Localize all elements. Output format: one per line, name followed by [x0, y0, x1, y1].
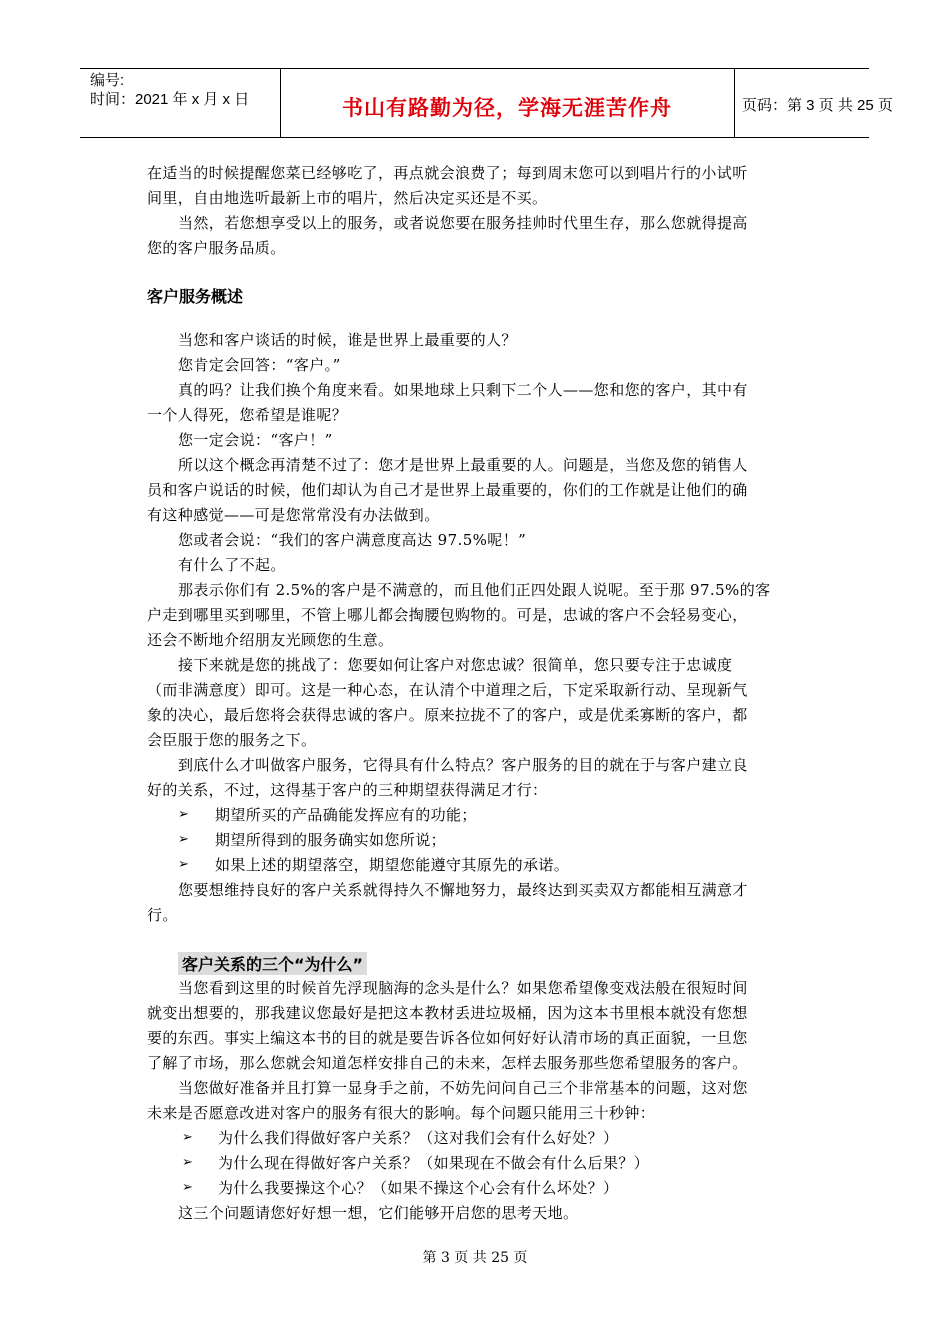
- intro-line: 在适当的时候提醒您菜已经够吃了，再点就会浪费了；每到周末您可以到唱片行的小试听: [147, 164, 748, 182]
- intro-line: 当然，若您想享受以上的服务，或者说您要在服务挂帅时代里生存，那么您就得提高: [178, 214, 748, 232]
- body-line: 您要想维持良好的客户关系就得持久不懈地努力，最终达到买卖双方都能相互满意才: [178, 881, 748, 899]
- body-line: 一个人得死，您希望是谁呢？: [147, 406, 348, 424]
- header-page-cell: [734, 69, 893, 137]
- body-line: 您一定会说：“客户！”: [178, 431, 333, 449]
- body-line: 象的决心，最后您将会获得忠诚的客户。原来拉拢不了的客户，或是优柔寡断的客户，都: [147, 706, 748, 724]
- header-info-cell: [80, 69, 281, 137]
- body-line: 就变出想要的，那我建议您最好是把这本教材丢进垃圾桶，因为这本书里根本就没有您想: [147, 1004, 748, 1022]
- page-header: [80, 68, 893, 138]
- document-date-label: 时间：2021 年 x 月 x 日: [90, 91, 250, 108]
- section-heading: 客户关系的三个“为什么”: [178, 952, 367, 975]
- body-line: 有这种感觉——可是您常常没有办法做到。: [147, 506, 440, 524]
- body-line: 员和客户说话的时候，他们却认为自己才是世界上最重要的，你们的工作就是让他们的确: [147, 481, 748, 499]
- body-line: 这三个问题请您好好想一想，它们能够开启您的思考天地。: [178, 1204, 579, 1222]
- bullet-item: 期望所得到的服务确实如您所说；: [215, 831, 447, 849]
- body-line: 会臣服于您的服务之下。: [147, 731, 317, 749]
- body-line: 那表示你们有 2.5%的客户是不满意的，而且他们正四处跟人说呢。至于那 97.5%的客: [178, 581, 771, 599]
- arrow-bullet-icon: ➢: [182, 1130, 193, 1145]
- arrow-bullet-icon: ➢: [178, 832, 189, 847]
- header-motto: 书山有路勤为径，学海无涯苦作舟: [342, 96, 672, 120]
- bullet-item: 为什么我要操这个心？（如果不操这个心会有什么坏处？）: [218, 1179, 619, 1197]
- body-line: 真的吗？让我们换个角度来看。如果地球上只剩下二个人——您和您的客户，其中有: [178, 381, 748, 399]
- bullet-item: 如果上述的期望落空，期望您能遵守其原先的承诺。: [215, 856, 570, 874]
- body-line: 还会不断地介绍朋友光顾您的生意。: [147, 631, 394, 649]
- arrow-bullet-icon: ➢: [182, 1180, 193, 1195]
- body-line: （而非满意度）即可。这是一种心态，在认清个中道理之后，下定采取新行动、呈现新气: [147, 681, 748, 699]
- intro-line: 您的客户服务品质。: [147, 239, 286, 257]
- header-motto-cell: [280, 69, 735, 137]
- body-line: 了解了市场，那么您就会知道怎样安排自己的未来，怎样去服务那些您希望服务的客户。: [147, 1054, 748, 1072]
- bullet-item: 为什么现在得做好客户关系？（如果现在不做会有什么后果？）: [218, 1154, 650, 1172]
- body-line: 您肯定会回答：“客户。”: [178, 356, 341, 374]
- bullet-item: 为什么我们得做好客户关系？（这对我们会有什么好处？）: [218, 1129, 619, 1147]
- page-footer: 第 3 页 共 25 页: [422, 1250, 528, 1266]
- body-line: 接下来就是您的挑战了：您要如何让客户对您忠诚？很简单，您只要专注于忠诚度: [178, 656, 733, 674]
- intro-line: 间里，自由地选听最新上市的唱片，然后决定买还是不买。: [147, 189, 548, 207]
- body-line: 当您看到这里的时候首先浮现脑海的念头是什么？如果您希望像变戏法般在很短时间: [178, 979, 748, 997]
- body-line: 好的关系，不过，这得基于客户的三种期望获得满足才行：: [147, 781, 548, 799]
- section-heading: 客户服务概述: [147, 287, 244, 306]
- arrow-bullet-icon: ➢: [182, 1155, 193, 1170]
- arrow-bullet-icon: ➢: [178, 807, 189, 822]
- body-line: 要的东西。事实上编这本书的目的就是要告诉各位如何好好认清市场的真正面貌，一旦您: [147, 1029, 748, 1047]
- document-number-label: 编号:: [90, 72, 125, 89]
- header-page-number: 页码：第 3 页 共 25 页: [742, 97, 893, 114]
- body-line: 当您做好准备并且打算一显身手之前，不妨先问问自己三个非常基本的问题，这对您: [178, 1079, 748, 1097]
- body-line: 当您和客户谈话的时候，谁是世界上最重要的人？: [178, 331, 517, 349]
- body-line: 未来是否愿意改进对客户的服务有很大的影响。每个问题只能用三十秒钟：: [147, 1104, 656, 1122]
- body-line: 所以这个概念再清楚不过了：您才是世界上最重要的人。问题是，当您及您的销售人: [178, 456, 748, 474]
- body-line: 有什么了不起。: [178, 556, 286, 574]
- bullet-item: 期望所买的产品确能发挥应有的功能；: [215, 806, 477, 824]
- body-line: 户走到哪里买到哪里，不管上哪儿都会掏腰包购物的。可是，忠诚的客户不会轻易变心，: [147, 606, 748, 624]
- body-line: 到底什么才叫做客户服务，它得具有什么特点？客户服务的目的就在于与客户建立良: [178, 756, 748, 774]
- body-line: 行。: [147, 906, 178, 924]
- body-line: 您或者会说：“我们的客户满意度高达 97.5%呢！”: [178, 531, 527, 549]
- arrow-bullet-icon: ➢: [178, 857, 189, 872]
